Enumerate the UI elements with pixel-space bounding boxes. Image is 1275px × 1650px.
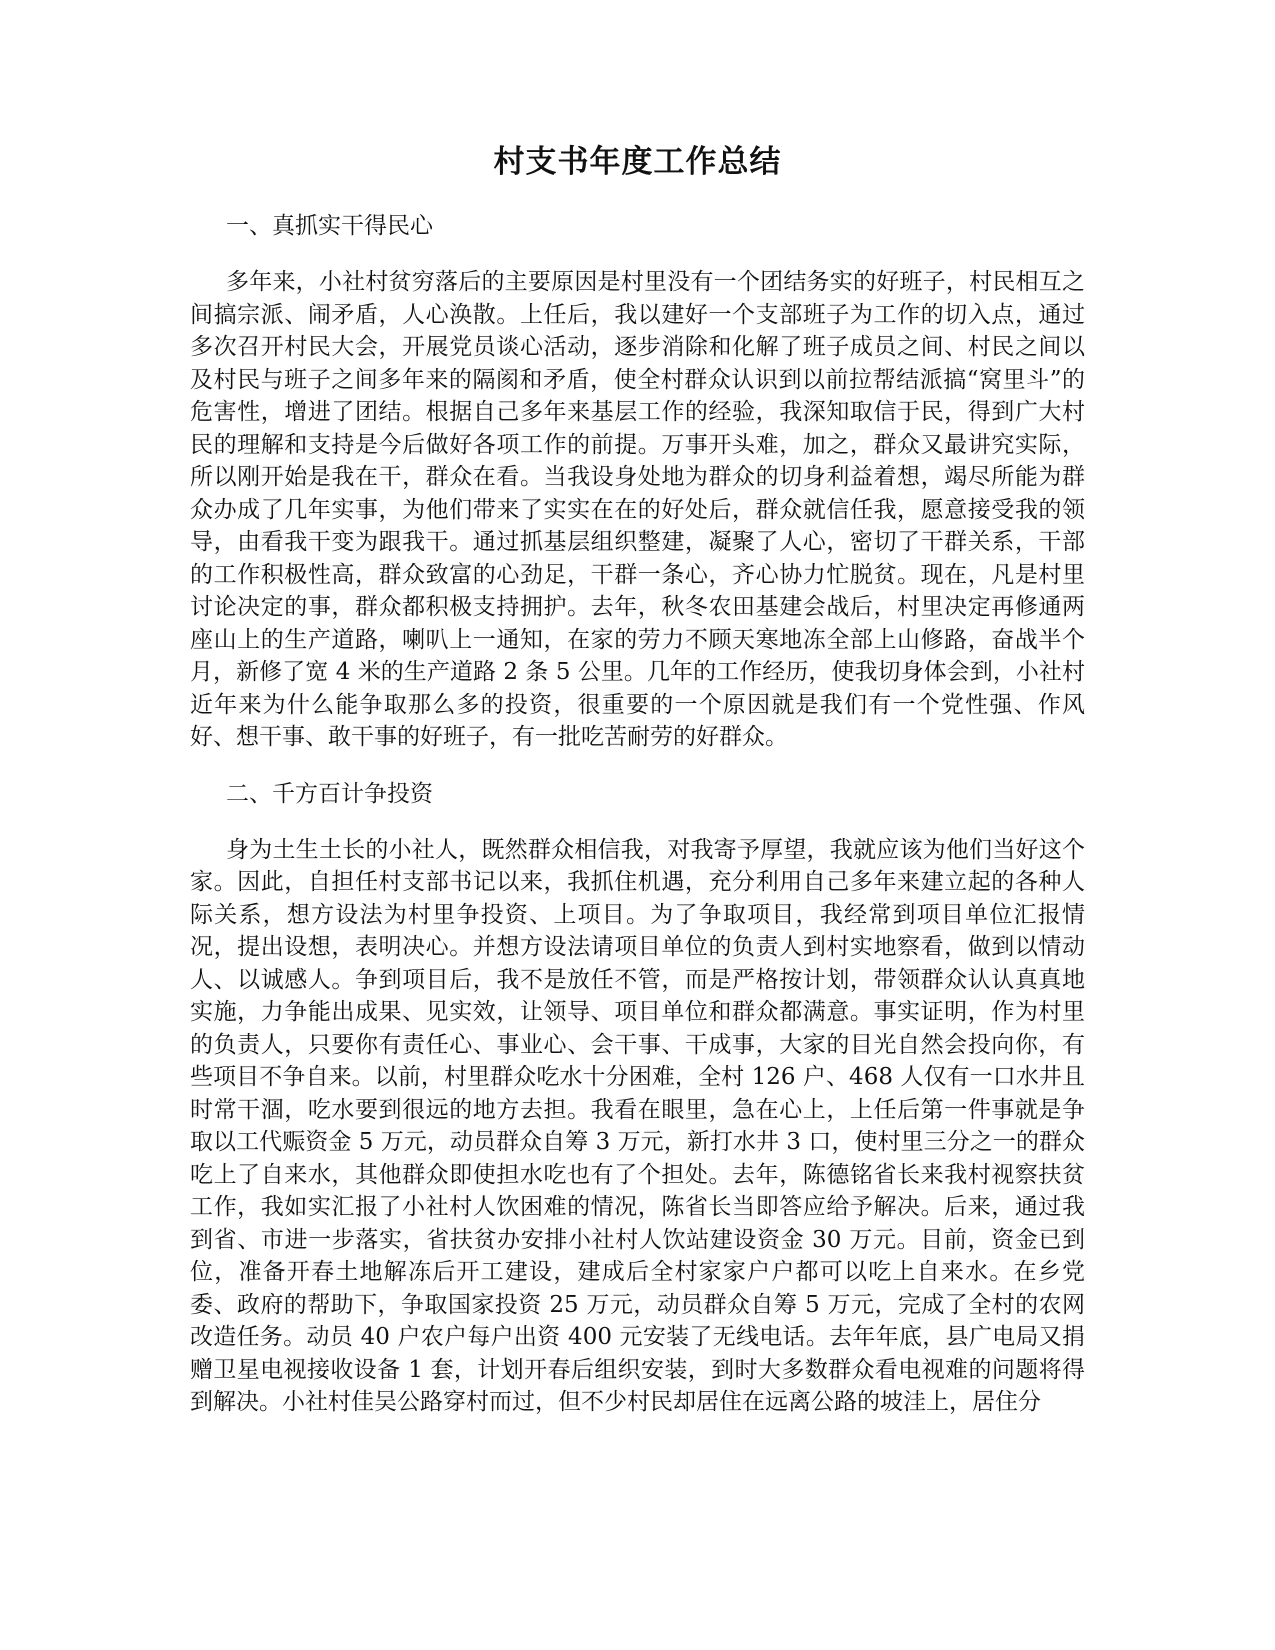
section-1-paragraph: 多年来，小社村贫穷落后的主要原因是村里没有一个团结务实的好班子，村民相互之间搞宗派、闹矛盾，人心涣散。上任后，我以建好一个支部班子为工作的切入点，通过多次召开村民大会，开展党员谈心活动，逐步消除和化解了班子成员之间、村民之间以及村民与班子之间多年来的隔阂和矛盾，使全村群众认识到以前拉帮结派搞“窝里斗”的危害性，增进了团结。根据自己多年来基层工作的经验，我深知取信于民，得到广大村民的理解和支持是今后做好各项工作的前提。万事开头难，加之，群众又最讲究实际，所以刚开始是我在干，群众在看。当我设身处地为群众的切身利益着想，竭尽所能为群众办成了几年实事，为他们带来了实实在在的好处后，群众就信任我，愿意接受我的领导，由看我干变为跟我干。通过抓基层组织整建，凝聚了人心，密切了干群关系，干部的工作积极性高，群众致富的心劲足，干群一条心，齐心协力忙脱贫。现在，凡是村里讨论决定的事，群众都积极支持拥护。去年，秋冬农田基建会战后，村里决定再修通两座山上的生产道路，喇叭上一通知，在家的劳力不顾天寒地冻全部上山修路，奋战半个月，新修了宽 4 米的生产道路 2 条 5 公里。几年的工作经历，使我切身体会到，小社村近年来为什么能争取那么多的投资，很重要的一个原因就是我们有一个党性强、作风好、想干事、敢干事的好班子，有一批吃苦耐劳的好群众。 [190, 269, 1085, 750]
section-2-paragraph: 身为土生土长的小社人，既然群众相信我，对我寄予厚望，我就应该为他们当好这个家。因此，自担任村支部书记以来，我抓住机遇，充分利用自己多年来建立起的各种人际关系，想方设法为村里争投资、上项目。为了争取项目，我经常到项目单位汇报情况，提出设想，表明决心。并想方设法请项目单位的负责人到村实地察看，做到以情动人、以诚感人。争到项目后，我不是放任不管，而是严格按计划，带领群众认认真真地实施，力争能出成果、见实效，让领导、项目单位和群众都满意。事实证明，作为村里的负责人，只要你有责任心、事业心、会干事、干成事，大家的目光自然会投向你，有些项目不争自来。以前，村里群众吃水十分困难，全村 126 户、468 人仅有一口水井且时常干涸，吃水要到很远的地方去担。我看在眼里，急在心上，上任后第一件事就是争取以工代赈资金 5 万元，动员群众自筹 3 万元，新打水井 3 口，使村里三分之一的群众吃上了自来水，其他群众即使担水吃也有了个担处。去年，陈德铭省长来我村视察扶贫工作，我如实汇报了小社村人饮困难的情况，陈省长当即答应给予解决。后来，通过我到省、市进一步落实，省扶贫办安排小社村人饮站建设资金 30 万元。目前，资金已到位，准备开春土地解冻后开工建设，建成后全村家家户户都可以吃上自来水。在乡党委、政府的帮助下，争取国家投资 25 万元，动员群众自筹 5 万元，完成了全村的农网改造任务。动员 40 户农户每户出资 400 元安装了无线电话。去年年底，县广电局又捐赠卫星电视接收设备 1 套，计划开春后组织安装，到时大多数群众看电视难的问题将得到解决。小社村佳吴公路穿村而过，但不少村民却居住在远离公路的坡洼上，居住分 [190, 836, 1085, 1415]
section-1-heading: 一、真抓实干得民心 [226, 213, 433, 239]
document-body [190, 140, 1085, 1443]
section-2-heading: 二、千方百计争投资 [226, 780, 433, 807]
document-title: 村支书年度工作总结 [493, 144, 782, 180]
